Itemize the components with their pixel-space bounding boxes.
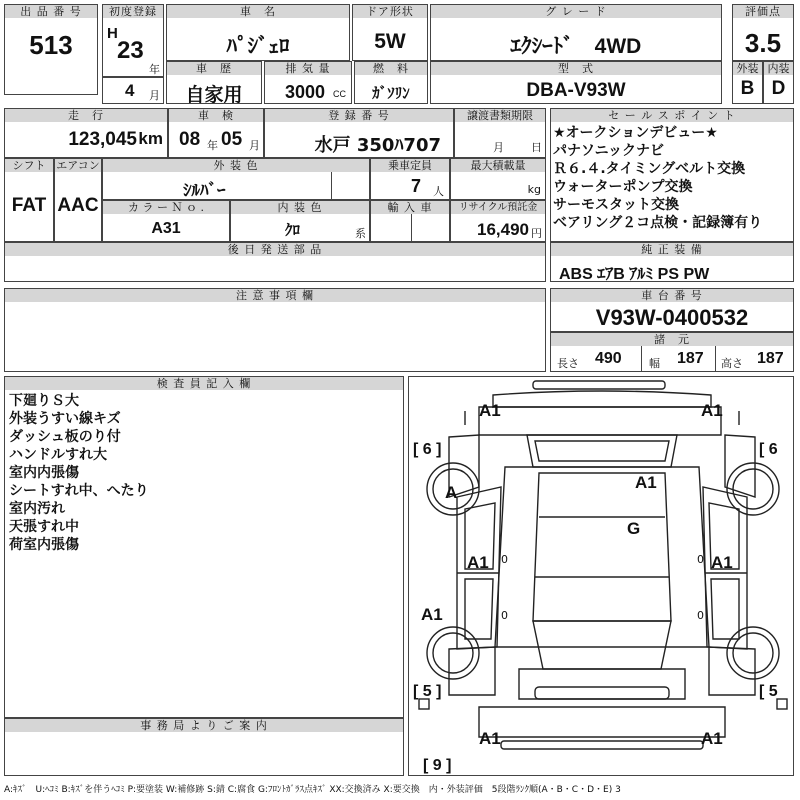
interior-grade-value: D bbox=[771, 78, 786, 99]
import-label: 輸 入 車 bbox=[371, 201, 449, 214]
aircon-cell bbox=[54, 158, 102, 242]
fuel-label: 燃 料 bbox=[355, 62, 427, 75]
capacity-unit: 人 bbox=[433, 185, 444, 198]
car-outline-drawing bbox=[409, 377, 794, 776]
sales-point: ベアリング２コ点検・記録簿有り bbox=[553, 215, 763, 231]
mileage-unit: km bbox=[138, 129, 163, 148]
model-value: DBA-V93W bbox=[526, 80, 626, 101]
exterior-color-cell bbox=[102, 158, 370, 200]
inspector-notes-list bbox=[5, 390, 403, 556]
equipment-cell bbox=[550, 242, 794, 282]
dimensions-label: 諸 元 bbox=[551, 333, 793, 346]
interior-color-value: ｸﾛ bbox=[285, 222, 301, 239]
divider bbox=[411, 214, 412, 242]
length-value: 490 bbox=[595, 350, 622, 367]
displacement-cell bbox=[264, 61, 352, 104]
tire-tread-front-right: [ 6 bbox=[759, 441, 778, 458]
zero-mark: 0 bbox=[697, 553, 704, 566]
grade-cell bbox=[430, 4, 722, 61]
history-label: 車 歴 bbox=[167, 62, 261, 75]
capacity-label: 乗車定員 bbox=[371, 159, 449, 172]
inspector-note: ハンドルすれ大 bbox=[9, 447, 107, 463]
damage-mark-hood: A1 bbox=[635, 473, 657, 492]
caution-cell bbox=[4, 288, 546, 372]
year-unit: 年 bbox=[149, 64, 160, 76]
damage-mark-quarter-left: A1 bbox=[421, 605, 443, 624]
sales-points-cell bbox=[550, 108, 794, 242]
interior-color-label: 内 装 色 bbox=[231, 201, 369, 214]
displacement-unit: CC bbox=[333, 89, 346, 99]
zero-mark: 0 bbox=[501, 553, 508, 566]
car-name-cell bbox=[166, 4, 350, 61]
damage-mark-front-wheel: A bbox=[445, 483, 458, 502]
registration-month-cell bbox=[102, 77, 164, 104]
fuel-value: ｶﾞｿﾘﾝ bbox=[372, 85, 410, 102]
shaken-year: 08 bbox=[179, 129, 201, 150]
inspector-notes-label: 検 査 員 記 入 欄 bbox=[5, 377, 403, 390]
damage-mark-front-right: A1 bbox=[701, 401, 723, 420]
recycle-label: リサイクル預託金 bbox=[451, 201, 545, 214]
tire-tread-front-left: [ 6 ] bbox=[413, 441, 442, 458]
color-number-value: A31 bbox=[151, 220, 181, 237]
grade-label: グ レ ー ド bbox=[431, 5, 721, 18]
color-number-label: カ ラ ー Ｎ ｏ . bbox=[103, 201, 229, 214]
lot-number-value: 513 bbox=[29, 30, 73, 60]
month-unit: 月 bbox=[149, 90, 160, 102]
damage-mark-glass: G bbox=[627, 519, 641, 538]
tire-tread-rear-right: [ 5 bbox=[759, 683, 778, 700]
transfer-day-unit: 日 bbox=[531, 141, 542, 154]
sales-points-list bbox=[551, 122, 793, 234]
history-value: 自家用 bbox=[185, 84, 243, 104]
divider bbox=[331, 172, 332, 200]
sales-point: ウォーターポンプ交換 bbox=[553, 179, 693, 195]
zero-mark: 0 bbox=[501, 609, 508, 622]
shift-cell bbox=[4, 158, 54, 242]
sales-points-label: セ ー ル ス ポ イ ン ト bbox=[551, 109, 793, 122]
score-value: 3.5 bbox=[744, 28, 782, 58]
inspector-note: 室内内張傷 bbox=[9, 465, 79, 481]
transfer-deadline-cell bbox=[454, 108, 546, 158]
damage-mark-door-left: A1 bbox=[467, 553, 489, 572]
interior-grade-label: 内装 bbox=[764, 62, 793, 75]
plate-label: 登 録 番 号 bbox=[265, 109, 453, 122]
recycle-cell bbox=[450, 200, 546, 242]
inspector-note: 天張すれ中 bbox=[9, 519, 79, 535]
exterior-grade-label: 外装 bbox=[733, 62, 762, 75]
history-cell bbox=[166, 61, 262, 104]
lot-number-cell bbox=[4, 4, 98, 95]
caution-label: 注 意 事 項 欄 bbox=[5, 289, 545, 302]
shaken-year-unit: 年 bbox=[207, 140, 218, 152]
capacity-value: 7 bbox=[411, 176, 422, 196]
inspector-note: 外装うすい線キズ bbox=[9, 411, 121, 427]
shaken-cell bbox=[168, 108, 264, 158]
later-parts-cell bbox=[4, 242, 546, 282]
height-value: 187 bbox=[757, 350, 784, 367]
exterior-color-label: 外 装 色 bbox=[103, 159, 369, 172]
door-type-value: 5W bbox=[374, 30, 406, 53]
damage-mark-front-left: A1 bbox=[479, 401, 501, 420]
door-type-cell bbox=[352, 4, 428, 61]
color-number-cell bbox=[102, 200, 230, 242]
zero-mark: 0 bbox=[697, 609, 704, 622]
max-load-unit: kg bbox=[527, 183, 541, 196]
mileage-label: 走 行 bbox=[5, 109, 167, 122]
later-parts-label: 後 日 発 送 部 品 bbox=[5, 243, 545, 256]
equipment-label: 純 正 装 備 bbox=[551, 243, 793, 256]
inspector-note: シートすれ中、へたり bbox=[9, 483, 149, 499]
divider bbox=[641, 346, 642, 372]
recycle-value: 16,490 bbox=[477, 220, 529, 239]
sales-point: サーモスタット交換 bbox=[553, 197, 679, 213]
chassis-number-label: 車 台 番 号 bbox=[551, 289, 793, 302]
aircon-label: エアコン bbox=[56, 159, 100, 172]
inspector-note: 荷室内張傷 bbox=[9, 537, 79, 553]
car-name-value: ﾊﾟｼﾞｪﾛ bbox=[226, 35, 290, 58]
transfer-deadline-label: 譲渡書類期限 bbox=[455, 109, 545, 122]
damage-mark-rear-right: A1 bbox=[701, 729, 723, 748]
divider bbox=[715, 346, 716, 372]
first-registration-label: 初度登録 bbox=[103, 5, 163, 18]
lot-number-label: 出 品 番 号 bbox=[5, 5, 97, 18]
capacity-cell bbox=[370, 158, 450, 200]
damage-mark-rear-left: A1 bbox=[479, 729, 501, 748]
car-name-label: 車 名 bbox=[167, 5, 349, 18]
shaken-month: 05 bbox=[221, 129, 243, 150]
mileage-value: 123,045 bbox=[68, 129, 137, 150]
car-diagram bbox=[408, 376, 794, 776]
plate-cell bbox=[264, 108, 454, 158]
dimensions-cell bbox=[550, 332, 794, 372]
mileage-cell bbox=[4, 108, 168, 158]
inspector-note: 室内汚れ bbox=[9, 501, 65, 517]
equipment-value: ABS ｴｱB ｱﾙﾐ PS PW bbox=[559, 266, 710, 282]
width-label: 幅 bbox=[649, 357, 660, 370]
width-value: 187 bbox=[677, 350, 704, 367]
displacement-label: 排 気 量 bbox=[265, 62, 351, 75]
sales-point: Ｒ６.４.タイミングベルト交換 bbox=[553, 161, 746, 177]
registration-month: 4 bbox=[125, 81, 135, 100]
first-registration-cell bbox=[102, 4, 164, 77]
fuel-cell bbox=[354, 61, 428, 104]
shaken-month-unit: 月 bbox=[249, 140, 260, 152]
interior-color-cell bbox=[230, 200, 370, 242]
office-notice-cell bbox=[4, 718, 404, 776]
tire-tread-rear-left: [ 5 ] bbox=[413, 683, 442, 700]
inspector-note: ダッシュ板のり付 bbox=[9, 429, 121, 445]
displacement-value: 3000 bbox=[285, 82, 326, 102]
exterior-grade-value: B bbox=[740, 78, 755, 99]
grade-value: ｴｸｼｰﾄﾞ 4WD bbox=[510, 35, 642, 58]
chassis-number-cell bbox=[550, 288, 794, 332]
shaken-label: 車 検 bbox=[169, 109, 263, 122]
chassis-number-value: V93W-0400532 bbox=[595, 305, 749, 330]
exterior-grade-cell bbox=[732, 61, 763, 104]
model-label: 型 式 bbox=[431, 62, 721, 75]
interior-grade-cell bbox=[763, 61, 794, 104]
damage-mark-door-right: A1 bbox=[711, 553, 733, 572]
max-load-cell bbox=[450, 158, 546, 200]
score-cell bbox=[732, 4, 794, 61]
inspector-note: 下廻りＳ大 bbox=[9, 393, 79, 409]
shift-label: シフト bbox=[5, 159, 53, 172]
interior-color-unit: 系 bbox=[355, 227, 366, 240]
registration-year: 23 bbox=[117, 37, 144, 64]
exterior-color-value: ｼﾙﾊﾞｰ bbox=[183, 181, 226, 200]
sales-point: パナソニックナビ bbox=[553, 143, 665, 159]
inspector-notes-cell bbox=[4, 376, 404, 718]
office-notice-label: 事 務 局 よ り ご 案 内 bbox=[5, 719, 403, 732]
import-cell bbox=[370, 200, 450, 242]
door-type-label: ドア形状 bbox=[353, 5, 427, 18]
height-label: 高さ bbox=[721, 357, 743, 370]
length-label: 長さ bbox=[557, 357, 579, 370]
legend-text: A:ｷｽﾞ U:ﾍｺﾐ B:ｷｽﾞを伴うﾍｺﾐ P:要塗装 W:補修跡 S:錆 C:腐食 G:ﾌﾛﾝﾄｶﾞﾗｽ点ｷｽﾞ XX:交換済み X:要交換 内・外装評価 5段階ﾗﾝｸ順(A・B・C・D・E) 3 bbox=[4, 785, 621, 795]
shift-value: FAT bbox=[11, 195, 47, 216]
max-load-label: 最大積載量 bbox=[451, 159, 545, 172]
aircon-value: AAC bbox=[57, 195, 99, 216]
model-cell bbox=[430, 61, 722, 104]
era-value: H bbox=[107, 25, 118, 42]
plate-value: 水戸 350ﾊ707 bbox=[314, 135, 441, 156]
transfer-month-unit: 月 bbox=[493, 141, 504, 154]
spare-tire-tread: [ 9 ] bbox=[423, 757, 452, 774]
score-label: 評価点 bbox=[733, 5, 793, 18]
sales-point: ★オークションデビュー★ bbox=[553, 125, 718, 141]
recycle-unit: 円 bbox=[531, 227, 542, 240]
